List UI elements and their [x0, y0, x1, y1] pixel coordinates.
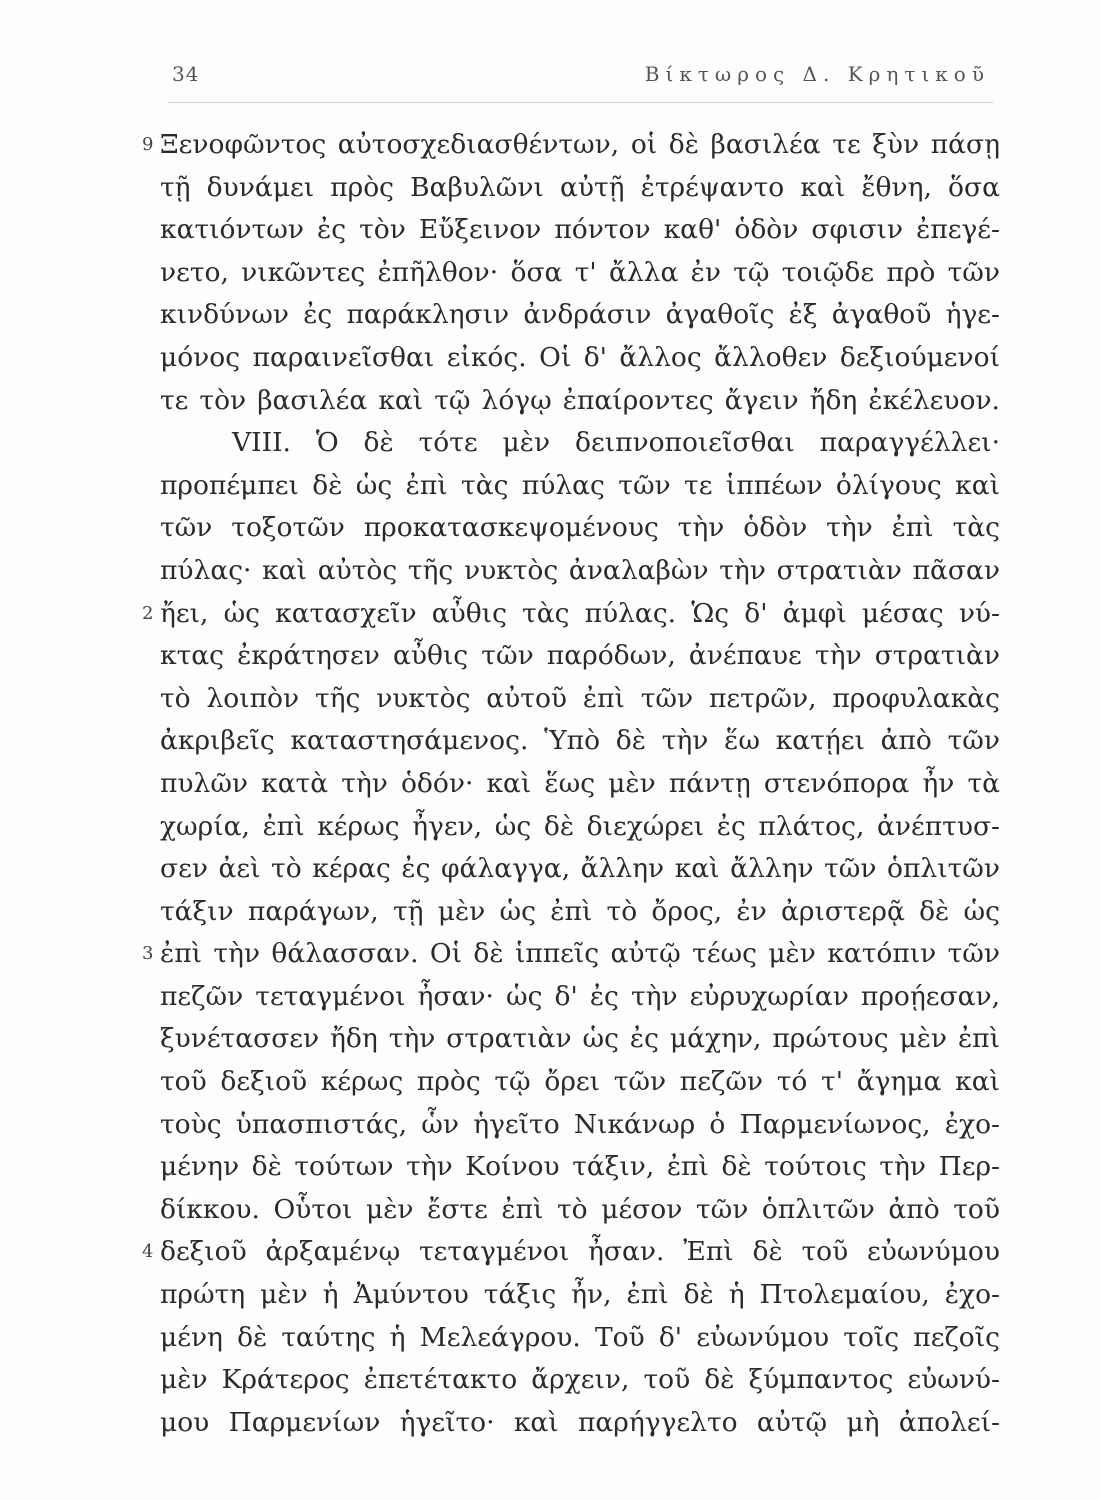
line-text: τε τὸν βασιλέα καὶ τῷ λόγῳ ἐπαίροντες ἄγειν ἤδη ἐκέλευον.	[160, 384, 1000, 416]
line-text: κινδύνων ἐς παράκλησιν ἀνδράσιν ἀγαθοῖς ἐξ ἀγαθοῦ ἡγε-	[160, 299, 1000, 331]
text-line	[160, 635, 1000, 678]
text-line	[160, 763, 1000, 806]
text-line	[160, 1359, 1000, 1402]
text-line	[160, 1274, 1000, 1317]
text-line	[142, 124, 1000, 167]
line-text: δίκκου. Οὗτοι μὲν ἔστε ἐπὶ τὸ μέσον τῶν ὁπλιτῶν ἀπὸ τοῦ	[160, 1193, 1000, 1225]
text-line	[160, 294, 1000, 337]
line-text: VIII. Ὁ δὲ τότε μὲν δειπνοποιεῖσθαι παραγγέλλει·	[232, 427, 1000, 459]
text-line	[160, 507, 1000, 550]
text-line	[160, 550, 1000, 593]
text-line	[142, 593, 1000, 636]
text-line	[160, 1018, 1000, 1061]
page-number: 34	[172, 62, 200, 86]
line-text: τοῦ δεξιοῦ κέρως πρὸς τῷ ὄρει τῶν πεζῶν τό τ' ἄγημα καὶ	[160, 1066, 1000, 1098]
header-rule	[168, 102, 993, 103]
text-line	[160, 167, 1000, 210]
text-line	[160, 806, 1000, 849]
text-line	[160, 891, 1000, 934]
text-line	[142, 933, 1000, 976]
text-line	[160, 1189, 1000, 1232]
line-text: πεζῶν τεταγμένοι ἦσαν· ὡς δ' ἐς τὴν εὐρυχωρίαν προῄεσαν,	[160, 980, 1000, 1012]
line-text: σεν ἀεὶ τὸ κέρας ἐς φάλαγγα, ἄλλην καὶ ἄλλην τῶν ὁπλιτῶν	[160, 853, 1000, 885]
text-line	[160, 976, 1000, 1019]
line-text: μόνος παραινεῖσθαι εἰκός. Οἱ δ' ἄλλος ἄλλοθεν δεξιούμενοί	[160, 341, 1000, 373]
line-text: τὸ λοιπὸν τῆς νυκτὸς αὐτοῦ ἐπὶ τῶν πετρῶν, προφυλακὰς	[160, 682, 1000, 714]
text-line	[160, 1061, 1000, 1104]
line-text: τάξιν παράγων, τῇ μὲν ὡς ἐπὶ τὸ ὄρος, ἐν ἀριστερᾷ δὲ ὡς	[160, 895, 1000, 927]
line-text: προπέμπει δὲ ὡς ἐπὶ τὰς πύλας τῶν τε ἱππέων ὀλίγους καὶ	[160, 469, 1000, 501]
text-line	[142, 1231, 1000, 1274]
line-text: μένην δὲ τούτων τὴν Κοίνου τάξιν, ἐπὶ δὲ τούτοις τὴν Περ-	[160, 1151, 1000, 1183]
chapter-start-line	[160, 422, 1000, 465]
line-text: Ξενοφῶντος αὐτοσχεδιασθέντων, οἱ δὲ βασιλέα τε ξὺν πάσῃ	[160, 129, 1000, 160]
text-line	[160, 1317, 1000, 1360]
line-text: τῇ δυνάμει πρὸς Βαβυλῶνι αὐτῇ ἐτρέψαντο καὶ ἔθνη, ὅσα	[160, 171, 1000, 203]
line-text: ἤει, ὡς κατασχεῖν αὖθις τὰς πύλας. Ὡς δ' ἀμφὶ μέσας νύ-	[160, 597, 1000, 629]
text-line	[160, 1402, 1000, 1445]
line-text: χωρία, ἐπὶ κέρως ἦγεν, ὡς δὲ διεχώρει ἐς πλάτος, ἀνέπτυσ-	[160, 810, 1000, 842]
line-text: νετο, νικῶντες ἐπῆλθον· ὅσα τ' ἄλλα ἐν τῷ τοιῷδε πρὸ τῶν	[160, 256, 1000, 288]
line-text: τῶν τοξοτῶν προκατασκεψομένους τὴν ὁδὸν τὴν ἐπὶ τὰς	[160, 512, 1000, 544]
section-number: 9	[142, 134, 154, 155]
line-text: κατιόντων ἐς τὸν Εὔξεινον πόντον καθ' ὁδὸν σφισιν ἐπεγέ-	[160, 214, 1000, 246]
text-line	[160, 252, 1000, 295]
line-text: τοὺς ὑπασπιστάς, ὧν ἡγεῖτο Νικάνωρ ὁ Παρμενίωνος, ἐχο-	[160, 1108, 1000, 1140]
line-text: πυλῶν κατὰ τὴν ὁδόν· καὶ ἕως μὲν πάντῃ στενόπορα ἦν τὰ	[160, 767, 1000, 799]
line-text: δεξιοῦ ἀρξαμένῳ τεταγμένοι ἦσαν. Ἐπὶ δὲ τοῦ εὐωνύμου	[160, 1236, 1000, 1268]
text-line	[160, 720, 1000, 763]
main-text	[142, 124, 1000, 1444]
text-line	[160, 678, 1000, 721]
text-line	[160, 337, 1000, 380]
page-header	[172, 62, 990, 96]
section-number: 3	[142, 943, 154, 965]
running-head: Βίκτωρος Δ. Κρητικοῦ	[644, 62, 990, 86]
line-text: πρώτη μὲν ἡ Ἀμύντου τάξις ἦν, ἐπὶ δὲ ἡ Πτολεμαίου, ἐχο-	[160, 1279, 1000, 1311]
line-text: ἐπὶ τὴν θάλασσαν. Οἱ δὲ ἱππεῖς αὐτῷ τέως μὲν κατόπιν τῶν	[160, 938, 1000, 970]
section-number: 4	[142, 1241, 154, 1263]
line-text: ξυνέτασσεν ἤδη τὴν στρατιὰν ὡς ἐς μάχην, πρώτους μὲν ἐπὶ	[160, 1023, 1000, 1055]
text-line	[160, 380, 1000, 423]
text-line	[160, 848, 1000, 891]
text-line	[160, 465, 1000, 508]
text-line	[160, 1146, 1000, 1189]
line-text: ἀκριβεῖς καταστησάμενος. Ὑπὸ δὲ τὴν ἕω κατῄει ἀπὸ τῶν	[160, 725, 1000, 757]
text-line	[160, 1104, 1000, 1147]
text-line	[160, 209, 1000, 252]
section-number: 2	[142, 602, 154, 624]
line-text: μένη δὲ ταύτης ἡ Μελεάγρου. Τοῦ δ' εὐωνύμου τοῖς πεζοῖς	[160, 1321, 1000, 1353]
line-text: κτας ἐκράτησεν αὖθις τῶν παρόδων, ἀνέπαυε τὴν στρατιὰν	[160, 640, 1000, 672]
line-text: μὲν Κράτερος ἐπετέτακτο ἄρχειν, τοῦ δὲ ξύμπαντος εὐωνύ-	[160, 1364, 1000, 1396]
line-text: πύλας· καὶ αὐτὸς τῆς νυκτὸς ἀναλαβὼν τὴν στρατιὰν πᾶσαν	[160, 554, 1000, 586]
line-text: μου Παρμενίων ἡγεῖτο· καὶ παρήγγελτο αὐτῷ μὴ ἀπολεί-	[160, 1406, 1000, 1438]
